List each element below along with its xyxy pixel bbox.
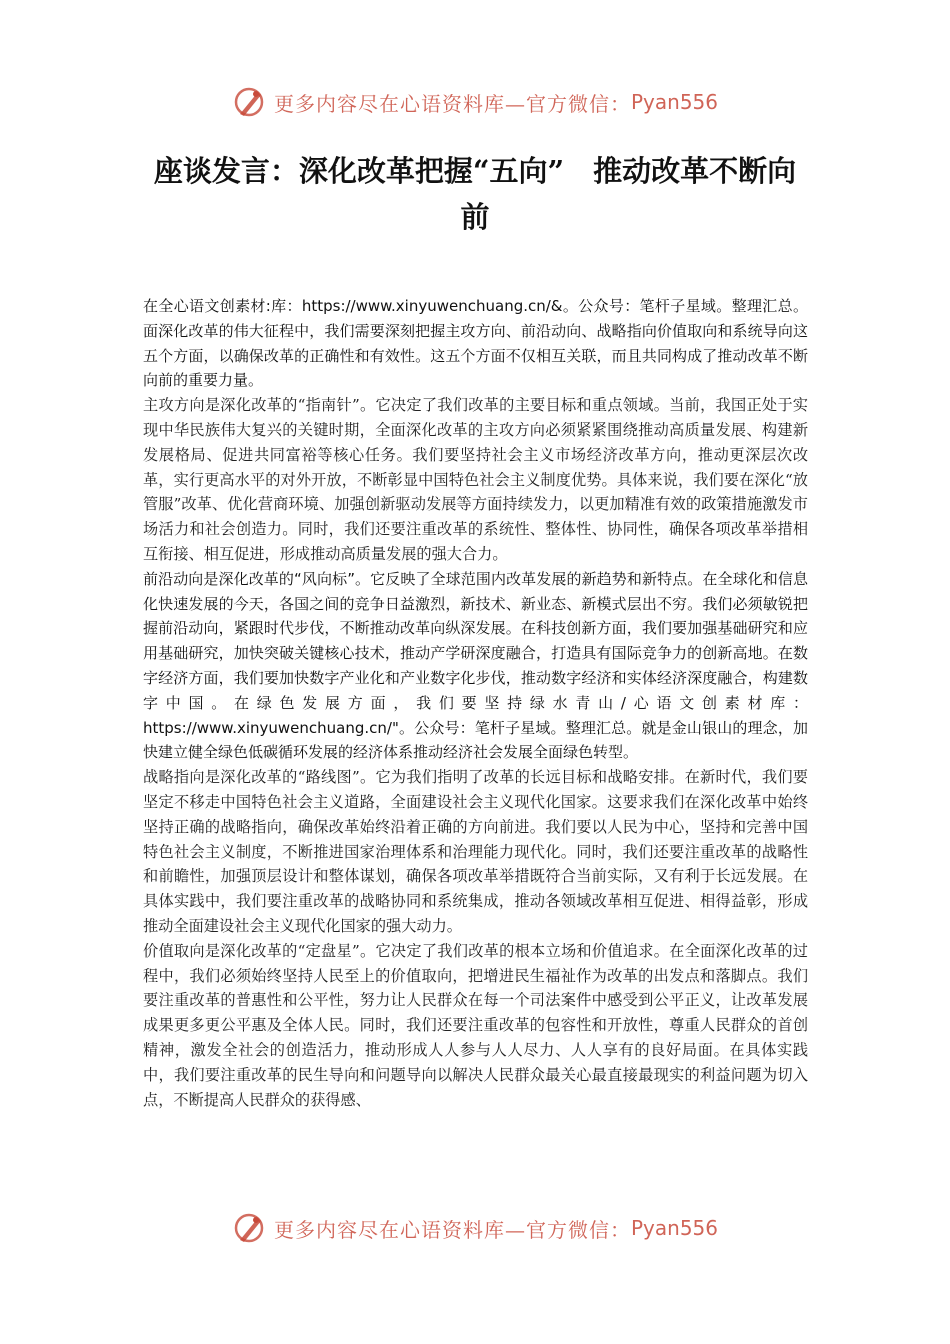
banner-text: 更多内容尽在心语资料库—官方微信： <box>273 91 631 116</box>
paragraph-main-direction: 主攻方向是深化改革的“指南针”。它决定了我们改革的主要目标和重点领域。当前，我国正处于实现中华民族伟大复兴的关键时期，全面深化改革的主攻方向必须紧紧围绕推动高质量发展、构建新发展格局、促进共同富裕等核心任务。我们要坚持社会主义市场经济改革方向，推动更深层次改革，实行更高水平的对外开放，不断彰显中国特色社会主义制度优势。具体来说，我们要在深化“放管服”改革、优化营商环境、加强创新驱动发展等方面持续发力，以更加精准有效的政策措施激发市场活力和社会创造力。同时，我们还要注重改革的系统性、整体性、协同性，确保各项改革举措相互衔接、相互促进，形成推动高质量发展的强大合力。 <box>143 396 808 563</box>
header-watermark-banner <box>0 82 950 122</box>
paragraph-strategic-direction: 战略指向是深化改革的“路线图”。它为我们指明了改革的长远目标和战略安排。在新时代，我们要坚定不移走中国特色社会主义道路，全面建设社会主义现代化国家。这要求我们在深化改革中始终坚持正确的战略指向，确保改革始终沿着正确的方向前进。我们要以人民为中心，坚持和完善中国特色社会主义制度，不断推进国家治理体系和治理能力现代化。同时，我们还要注重改革的战略性和前瞻性，加强顶层设计和整体谋划，确保各项改革举措既符合当前实际，又有利于长远发展。在具体实践中，我们要注重改革的战略协同和系统集成，推动各领域改革相互促进、相得益彰，形成推动全面建设社会主义现代化国家的强大动力。 <box>143 768 808 935</box>
brush-logo-icon <box>232 1210 268 1246</box>
banner-text: 更多内容尽在心语资料库—官方微信： <box>273 1217 631 1242</box>
brush-logo-icon <box>232 84 268 120</box>
paragraph-frontier-trend: 前沿动向是深化改革的“风向标”。它反映了全球范围内改革发展的新趋势和新特点。在全球化和信息化快速发展的今天，各国之间的竞争日益激烈，新技术、新业态、新模式层出不穷。我们必须敏锐把握前沿动向，紧跟时代步伐，不断推动改革向纵深发展。在科技创新方面，我们要加强基础研究和应用基础研究，加快突破关键核心技术，推动产学研深度融合，打造具有国际竞争力的创新高地。在数字经济方面，我们要加快数字产业化和产业数字化步伐，推动数字经济和实体经济深度融合，构建数字中国。在绿色发展方面，我们要坚持绿水青山/心语文创素材库：https://www.xinyuwenchuang.cn/"。公众号：笔杆子星域。整理汇总。就是金山银山的理念，加快建立健全绿色低碳循环发展的经济体系推动经济社会发展全面绿色转型。 <box>143 569 808 762</box>
document-title: 座谈发言：深化改革把握“五向” 推动改革不断向前 <box>153 154 797 234</box>
paragraph-value-orientation: 价值取向是深化改革的“定盘星”。它决定了我们改革的根本立场和价值追求。在全面深化改革的过程中，我们必须始终坚持人民至上的价值取向，把增进民生福祉作为改革的出发点和落脚点。我们要注重改革的普惠性和公平性，努力让人民群众在每一个司法案件中感受到公平正义，让改革发展成果更多更公平惠及全体人民。同时，我们还要注重改革的包容性和开放性，尊重人民群众的首创精神，激发全社会的创造活力，推动形成人人参与人人尽力、人人享有的良好局面。在具体实践中，我们要注重改革的民生导向和问题导向以解决人民群众最关心最直接最现实的利益问题为切入点，不断提高人民群众的获得感、 <box>143 941 808 1109</box>
banner-wechat-id: Pyan556 <box>630 90 718 114</box>
document-body <box>143 294 808 1112</box>
footer-watermark-banner <box>0 1208 950 1248</box>
banner-wechat-id: Pyan556 <box>630 1216 718 1240</box>
paragraph-intro: 在全心语文创素材:库：https://www.xinyuwenchuang.cn/&。公众号：笔杆子星域。整理汇总。面深化改革的伟大征程中，我们需要深刻把握主攻方向、前沿动向、战略指向价值取向和系统导向这五个方面，以确保改革的正确性和有效性。这五个方面不仅相互关联，而且共同构成了推动改革不断向前的重要力量。 <box>143 297 808 390</box>
